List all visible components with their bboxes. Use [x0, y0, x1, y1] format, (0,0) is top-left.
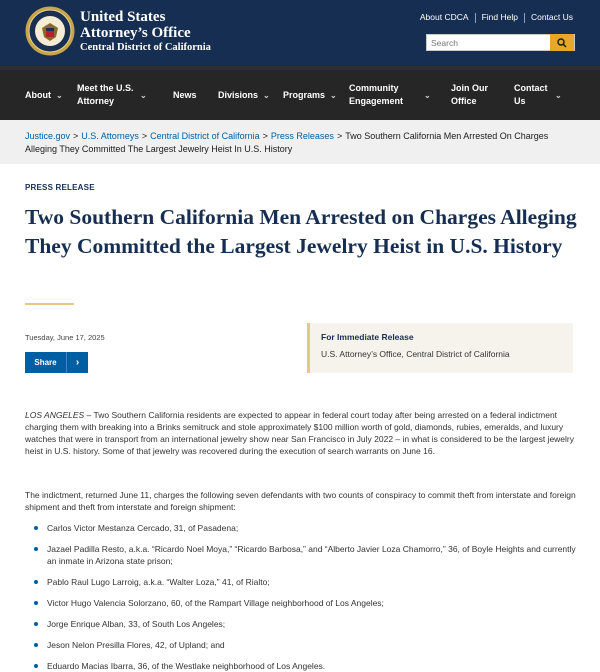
list-item: Jazael Padilla Resto, a.k.a. “Ricardo Noel Moya,” “Ricardo Barbosa,” and “Alberto Javier Loza Chamorro,” 36, of Boyle Heights and currently an inmate in Arizona state prison;	[25, 543, 577, 567]
page-title: Two Southern California Men Arrested on Charges Alleging They Committed the Largest Jewelry Heist in U.S. History	[25, 205, 577, 258]
link-divider	[524, 13, 525, 23]
breadcrumb-press-releases[interactable]: Press Releases	[270, 131, 334, 141]
doj-seal-icon[interactable]	[25, 6, 75, 56]
list-item: Carlos Victor Mestanza Cercado, 31, of Pasadena;	[25, 522, 577, 534]
share-button[interactable]	[25, 352, 88, 373]
search-input[interactable]	[431, 35, 549, 50]
share-label: Share	[34, 358, 57, 367]
nav-news[interactable]	[173, 70, 197, 120]
find-help-link[interactable]: Find Help	[481, 12, 518, 22]
dateline: LOS ANGELES	[25, 410, 85, 420]
release-heading: For Immediate Release	[321, 332, 414, 342]
chevron-right-icon: >	[141, 131, 148, 141]
chevron-right-icon: >	[73, 131, 79, 141]
office-title-line1: United States	[80, 9, 166, 25]
release-box	[307, 323, 573, 373]
nav-label: Meet the U.S. Attorney	[77, 83, 134, 106]
breadcrumb-cdca[interactable]: Central District of California	[150, 131, 260, 141]
chevron-down-icon: ⌄	[424, 90, 431, 100]
search-box	[426, 34, 575, 51]
list-item: Eduardo Macias Ibarra, 36, of the Westlake neighborhood of Los Angeles.	[25, 660, 577, 672]
article-kicker: PRESS RELEASE	[25, 183, 95, 192]
nav-about[interactable]	[25, 70, 63, 120]
chevron-right-icon: >	[336, 131, 343, 141]
defendant-list	[25, 522, 577, 672]
breadcrumb-us-attorneys[interactable]: U.S. Attorneys	[81, 131, 139, 141]
nav-programs[interactable]	[283, 70, 337, 120]
article-date: Tuesday, June 17, 2025	[25, 333, 105, 342]
breadcrumb-justice-gov[interactable]: Justice.gov	[25, 131, 71, 141]
about-cdca-link[interactable]: About CDCA	[419, 12, 469, 22]
nav-meet-attorney[interactable]	[77, 70, 155, 120]
office-title-line2: Attorney’s Office	[80, 25, 191, 41]
breadcrumb-current: Two Southern California Men Arrested On Charges Alleging They Committed The Largest Jewelry Heist In U.S. History	[25, 131, 549, 154]
contact-us-link[interactable]: Contact Us	[530, 12, 573, 22]
chevron-down-icon: ⌄	[263, 90, 270, 100]
nav-join-office[interactable]	[451, 70, 491, 120]
nav-label: Community Engagement	[349, 83, 404, 106]
nav-label: Join Our Office	[451, 83, 489, 106]
main-nav	[0, 66, 600, 120]
office-name[interactable]	[80, 9, 211, 55]
nav-label: About	[25, 89, 51, 100]
paragraph-1-text: – Two Southern California residents are expected to appear in federal court today after being arrested on a federal indictment charging them with breaking into a Brinks semitruck and stole approximately $100 million worth of gold, diamonds, rubies, emeralds, and luxury watches that were in transport from an international jewelry show near San Francisco in July 2022 – in what is considered to be the largest jewelry heist in U.S. history. Some of that jewelry was recovered during the execution of search warrants on June 16.	[25, 410, 575, 456]
office-title-line3: Central District of California	[80, 42, 211, 53]
nav-community-engagement[interactable]	[349, 70, 435, 120]
utility-links	[420, 12, 573, 23]
nav-label: Contact Us	[514, 83, 548, 106]
nav-label: Programs	[283, 89, 326, 100]
chevron-down-icon: ⌄	[56, 90, 63, 100]
chevron-down-icon: ⌄	[140, 90, 147, 100]
site-header	[0, 0, 600, 66]
article-paragraph-1	[25, 409, 577, 457]
list-item: Pablo Raul Lugo Larroig, a.k.a. “Walter Loza,” 41, of Rialto;	[25, 576, 577, 588]
nav-divisions[interactable]	[218, 70, 270, 120]
release-source: U.S. Attorney’s Office, Central District of California	[321, 349, 510, 359]
chevron-down-icon: ⌄	[330, 90, 337, 100]
link-divider	[475, 13, 476, 23]
list-item: Jorge Enrique Alban, 33, of South Los Angeles;	[25, 618, 577, 630]
search-button[interactable]	[550, 34, 574, 51]
breadcrumb	[0, 120, 600, 164]
article-paragraph-2: The indictment, returned June 11, charges the following seven defendants with two counts of conspiracy to commit theft from interstate and foreign shipment and theft from interstate and foreign shipment:	[25, 490, 576, 512]
chevron-right-icon: >	[262, 131, 268, 141]
chevron-down-icon: ⌄	[555, 90, 562, 100]
nav-label: News	[173, 89, 197, 100]
title-divider	[25, 303, 74, 305]
nav-label: Divisions	[218, 89, 259, 100]
chevron-right-icon: ›	[75, 357, 80, 368]
nav-contact-us[interactable]	[514, 70, 566, 120]
search-icon	[557, 38, 567, 48]
list-item: Jeson Nelon Presilla Flores, 42, of Upland; and	[25, 639, 577, 651]
list-item: Victor Hugo Valencia Solorzano, 60, of the Rampart Village neighborhood of Los Angeles;	[25, 597, 577, 609]
